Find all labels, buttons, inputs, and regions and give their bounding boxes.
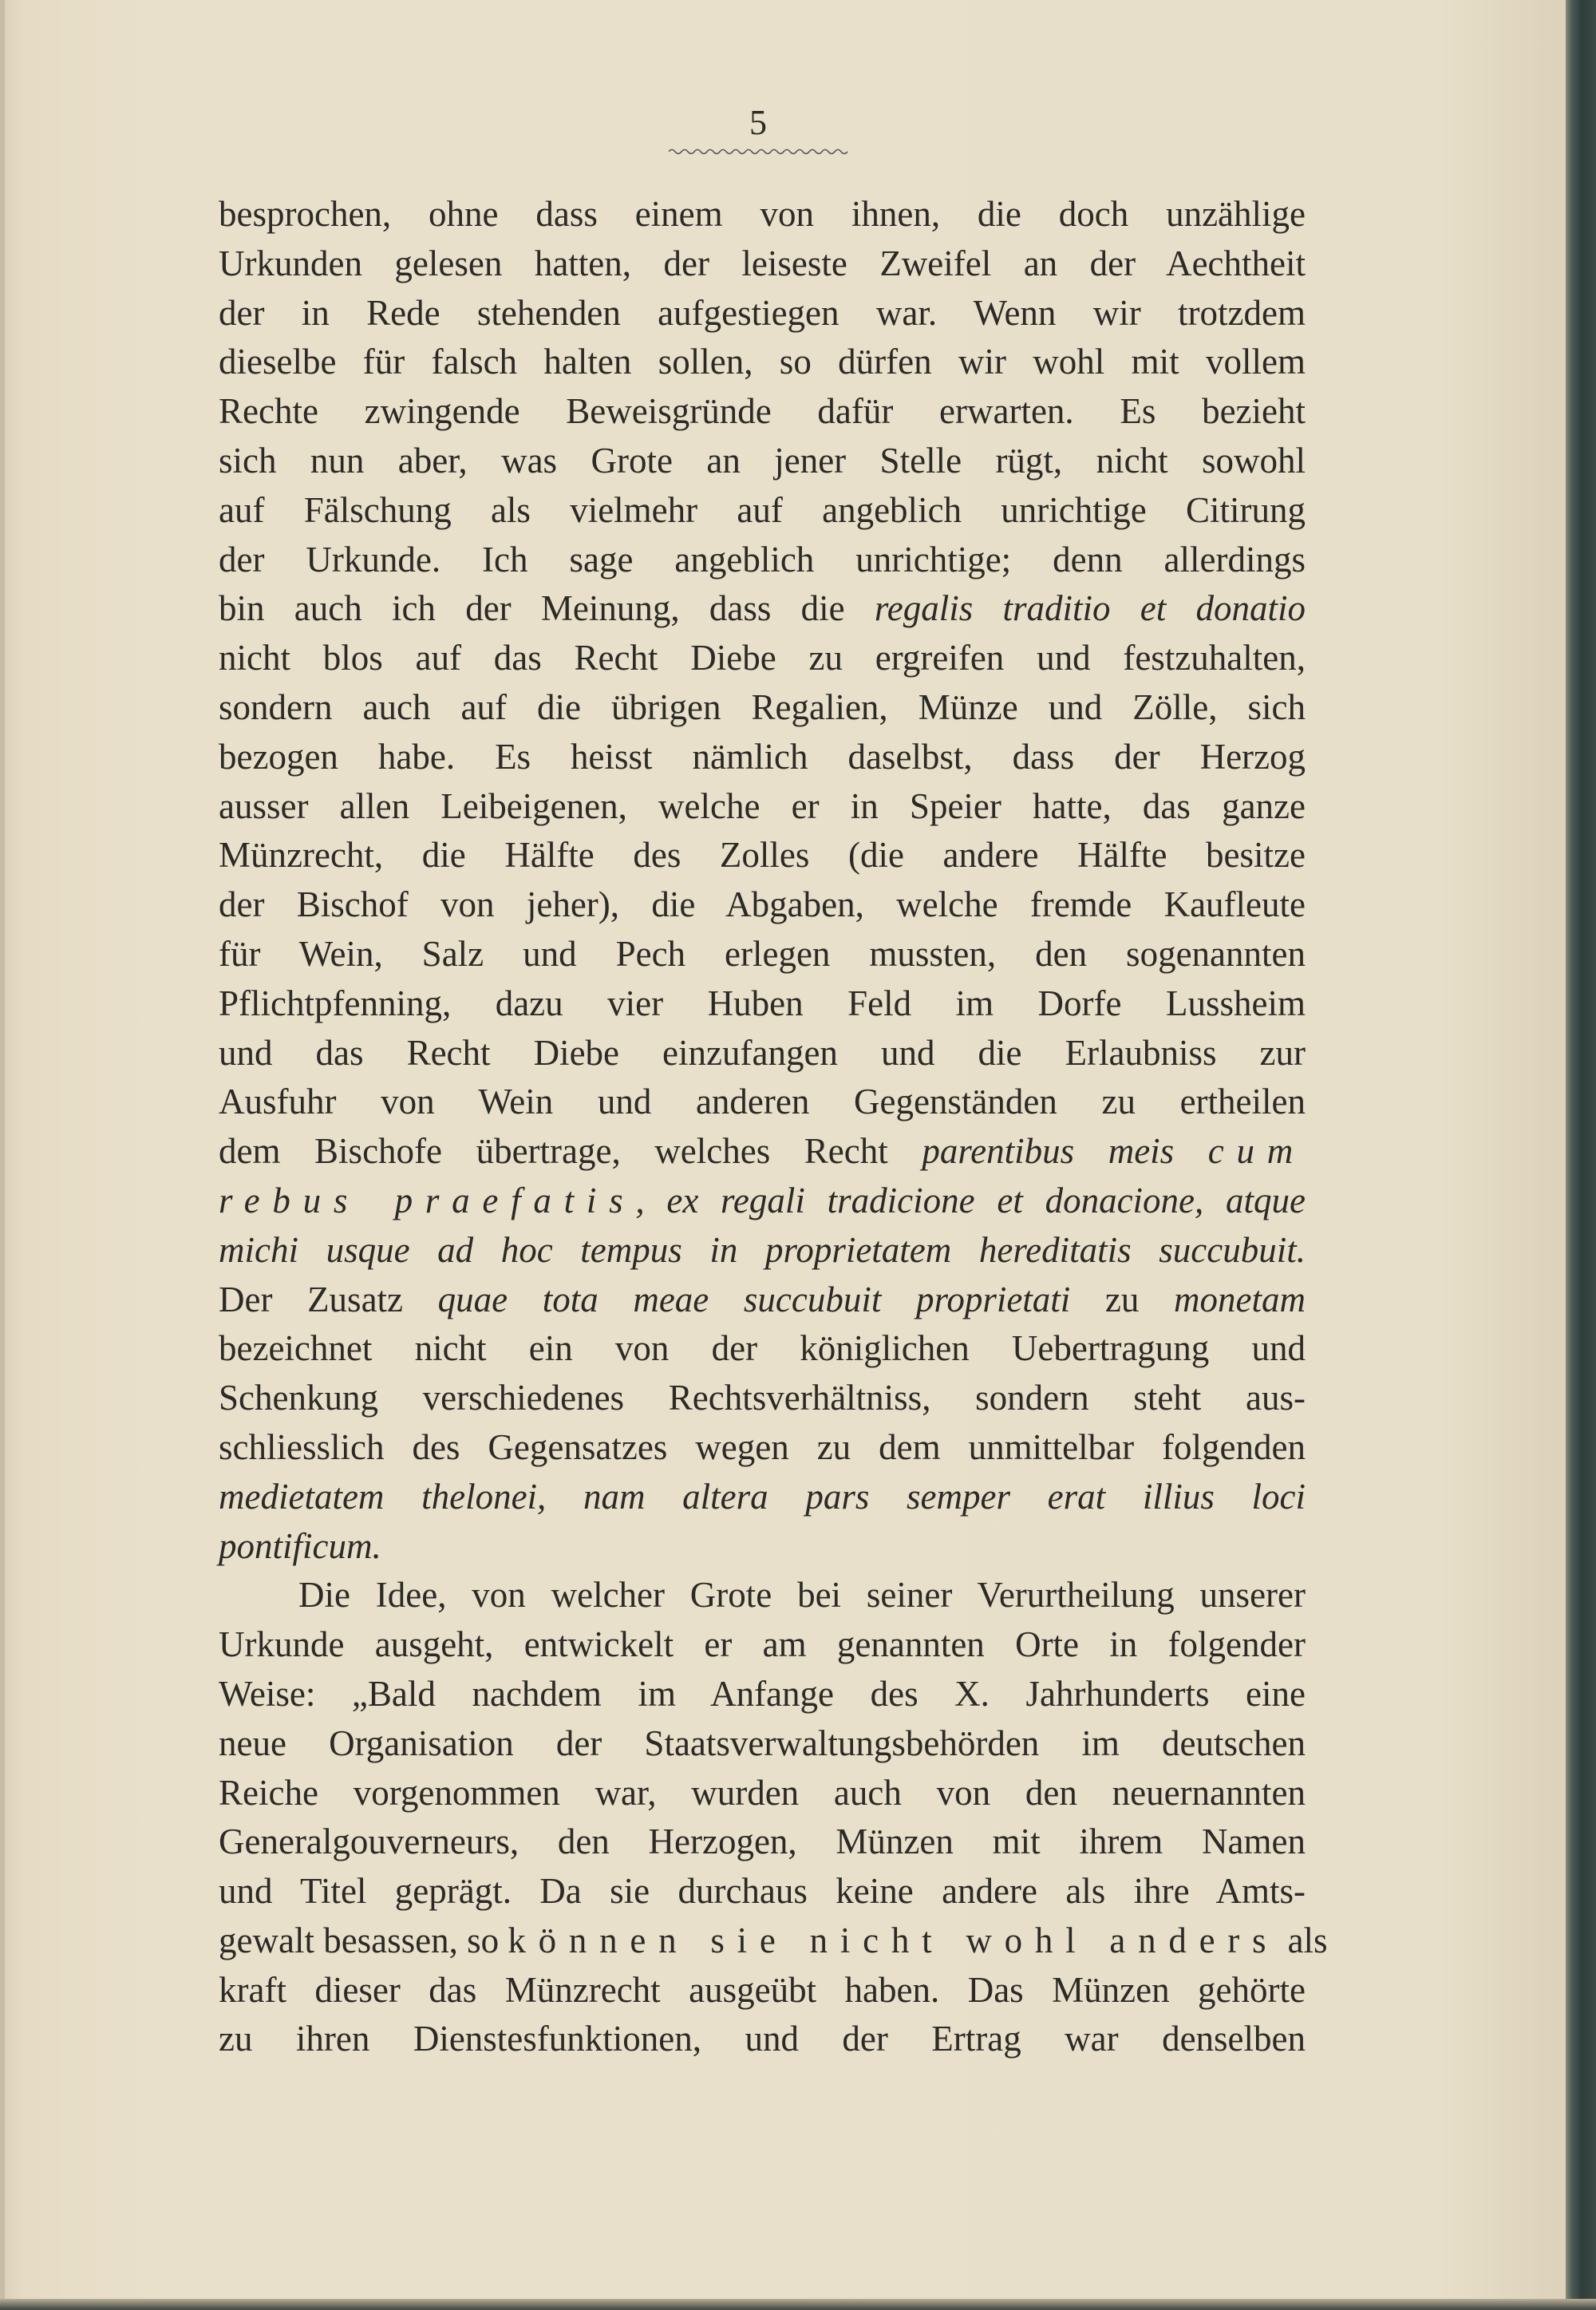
latin-quote: , ex regali tradicione et donacione, atque <box>635 1180 1306 1220</box>
latin-quote: quae tota meae succubuit proprietati <box>437 1279 1071 1319</box>
text-segment: zu <box>1070 1279 1175 1319</box>
body-text <box>219 190 1328 2064</box>
text-line <box>219 683 1306 733</box>
text-segment: bezogen habe. Es heisst nämlich daselbst, dass der Herzog <box>219 736 1306 777</box>
text-line <box>219 239 1306 289</box>
text-line <box>219 1226 1306 1276</box>
text-segment: ausser allen Leibeigenen, welche er in Speier hatte, das ganze <box>219 785 1306 826</box>
latin-quote: monetam <box>1174 1279 1306 1319</box>
text-segment: auf Fälschung als vielmehr auf angeblich unrichtige Citirung <box>219 489 1306 530</box>
text-segment: Ausfuhr von Wein und anderen Gegenständen zu ertheilen <box>219 1082 1306 1122</box>
latin-quote: parentibus meis <box>922 1131 1208 1172</box>
text-line <box>219 831 1306 880</box>
page-number: 5 <box>749 103 767 142</box>
text-segment: besprochen, ohne dass einem von ihnen, die doch unzählige <box>219 194 1306 234</box>
ornamental-wavy-rule <box>669 147 852 156</box>
text-line <box>219 1769 1306 1818</box>
latin-quote: pontificum. <box>219 1525 381 1566</box>
text-segment: kraft dieser das Münzrecht ausgeübt haben. Das Münzen gehörte <box>219 1969 1306 2010</box>
text-line <box>219 1620 1306 1670</box>
text-segment: Der Zusatz <box>219 1279 438 1319</box>
text-line <box>219 190 1306 239</box>
page-bottom-edge <box>0 2299 1596 2310</box>
latin-quote: michi usque ad hoc tempus in proprietatem hereditatis succubuit. <box>219 1229 1306 1270</box>
text-line <box>219 1374 1306 1423</box>
text-segment: sondern auch auf die übrigen Regalien, Münze und Zölle, sich <box>219 686 1306 727</box>
text-segment: schliesslich des Gegensatzes wegen zu dem unmittelbar folgenden <box>219 1426 1306 1467</box>
text-segment: der Bischof von jeher), die Abgaben, welche fremde Kaufleute <box>219 884 1306 925</box>
text-line <box>219 1571 1306 1620</box>
text-segment: Rechte zwingende Beweisgründe dafür erwarten. Es bezieht <box>219 391 1306 432</box>
text-segment: und das Recht Diebe einzufangen und die Erlaubniss zur <box>219 1032 1306 1073</box>
latin-quote: medietatem thelonei, nam altera pars semper erat illius loci <box>219 1476 1306 1517</box>
text-line <box>219 338 1306 387</box>
text-line <box>219 979 1306 1029</box>
text-segment: sich nun aber, was Grote an jener Stelle rügt, nicht sowohl <box>219 440 1306 481</box>
text-segment: gewalt besassen, so <box>219 1920 508 1960</box>
text-segment: bin auch ich der Meinung, dass die <box>219 588 875 629</box>
text-line <box>219 2015 1306 2064</box>
text-line <box>219 1177 1306 1226</box>
text-segment: Münzrecht, die Hälfte des Zolles (die andere Hälfte besitze <box>219 835 1306 876</box>
text-segment: und Titel geprägt. Da sie durchaus keine andere als ihre Amts- <box>219 1871 1306 1912</box>
text-segment: Die Idee, von welcher Grote bei seiner Verurtheilung unserer <box>298 1575 1306 1616</box>
text-line <box>219 584 1306 634</box>
text-line <box>219 1916 1328 1966</box>
text-segment: neue Organisation der Staatsverwaltungsbehörden im deutschen <box>219 1723 1306 1763</box>
text-segment: nicht blos auf das Recht Diebe zu ergreifen und festzuhalten, <box>219 638 1306 678</box>
text-segment: Schenkung verschiedenes Rechtsverhältniss, sondern steht aus- <box>219 1378 1306 1418</box>
text-segment: dieselbe für falsch halten sollen, so dürfen wir wohl mit vollem <box>219 342 1306 382</box>
text-line <box>219 486 1306 536</box>
text-segment: dem Bischofe übertrage, welches Recht <box>219 1131 922 1172</box>
text-line <box>219 1078 1306 1127</box>
text-line <box>219 1719 1306 1769</box>
text-segment: bezeichnet nicht ein von der königlichen Uebertragung und <box>219 1328 1306 1369</box>
text-line <box>219 1966 1306 2015</box>
text-line <box>219 536 1306 585</box>
text-line <box>219 387 1306 437</box>
text-line <box>219 1127 1306 1177</box>
text-line <box>219 1522 1306 1572</box>
text-line <box>219 1867 1306 1916</box>
text-line <box>219 733 1306 782</box>
text-segment: Urkunden gelesen hatten, der leiseste Zweifel an der Aechtheit <box>219 243 1306 283</box>
text-segment: Reiche vorgenommen war, wurden auch von den neuernannten <box>219 1772 1306 1813</box>
text-line <box>219 782 1306 832</box>
text-line <box>219 1818 1306 1867</box>
text-line <box>219 634 1306 683</box>
book-binding-edge <box>1566 0 1596 2310</box>
text-line <box>219 1473 1306 1522</box>
text-segment: Urkunde ausgeht, entwickelt er am genannten Orte in folgender <box>219 1624 1306 1665</box>
text-segment: als <box>1278 1920 1328 1960</box>
text-line <box>219 1670 1306 1719</box>
latin-quote: rebus praefatis <box>219 1180 636 1220</box>
text-segment: Pflichtpfenning, dazu vier Huben Feld im Dorfe Lussheim <box>219 983 1306 1023</box>
text-line <box>219 880 1306 930</box>
text-segment: Generalgouverneurs, den Herzogen, Münzen mit ihrem Namen <box>219 1821 1306 1862</box>
text-line <box>219 1276 1306 1325</box>
text-line <box>219 1324 1306 1374</box>
text-segment: Weise: „Bald nachdem im Anfange des X. Jahrhunderts eine <box>219 1673 1306 1714</box>
text-segment: für Wein, Salz und Pech erlegen mussten, den sogenannten <box>219 933 1306 974</box>
text-segment: der Urkunde. Ich sage angeblich unrichtige; denn allerdings <box>219 539 1306 579</box>
latin-quote: regalis traditio et donatio <box>874 588 1306 629</box>
emphasized-text: können sie nicht wohl anders <box>508 1920 1279 1960</box>
text-line <box>219 1423 1306 1473</box>
text-segment: der in Rede stehenden aufgestiegen war. Wenn wir trotzdem <box>219 292 1306 333</box>
text-line <box>219 1029 1306 1078</box>
latin-quote: cum <box>1207 1131 1306 1172</box>
text-line <box>219 289 1306 338</box>
page-left-edge <box>0 0 5 2310</box>
text-line <box>219 930 1306 979</box>
text-segment: zu ihren Dienstesfunktionen, und der Ertrag war denselben <box>219 2019 1306 2059</box>
text-line <box>219 437 1306 486</box>
